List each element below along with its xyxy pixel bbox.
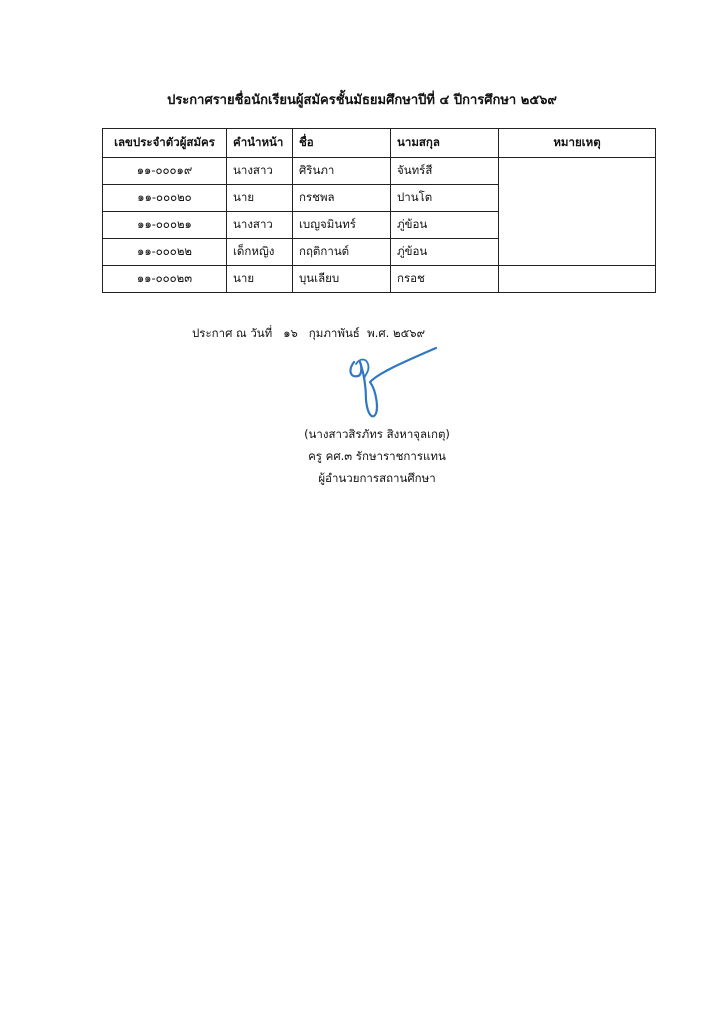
last-name-cell: ภู่ข้อน [391,239,499,266]
applicant-id-cell: ๑๑-๐๐๐๒๒ [103,239,227,266]
last-name-cell: ภู่ข้อน [391,212,499,239]
applicant-id-cell: ๑๑-๐๐๐๑๙ [103,158,227,185]
applicant-id-cell: ๑๑-๐๐๐๒๐ [103,185,227,212]
prefix-cell: นาย [227,185,293,212]
remark-cell [499,158,656,266]
first-name-cell: บุนเลียบ [293,266,391,293]
header-prefix: คำนำหน้า [227,129,293,158]
header-remark: หมายเหตุ [499,129,656,158]
signature-mark [336,344,448,422]
prefix-cell: นาย [227,266,293,293]
first-name-cell: กฤติกานต์ [293,239,391,266]
applicant-id-cell: ๑๑-๐๐๐๒๓ [103,266,227,293]
first-name-cell: กรชพล [293,185,391,212]
header-first-name: ชื่อ [293,129,391,158]
document-title: ประกาศรายชื่อนักเรียนผู้สมัครชั้นมัธยมศึกษาปีที่ ๔ ปีการศึกษา ๒๕๖๙ [167,93,557,108]
signatory-name: (นางสาวสิรภัทร สิงหาจุลเกตุ) [304,427,450,441]
first-name-cell: ศิรินภา [293,158,391,185]
table-row [103,266,656,293]
announcement-date: ประกาศ ณ วันที่ ๑๖ กุมภาพันธ์ พ.ศ. ๒๕๖๙ [192,326,425,340]
first-name-cell: เบญจมินทร์ [293,212,391,239]
remark-cell [499,266,656,293]
signatory-position: ครู คศ.๓ รักษาราชการแทน [308,449,446,463]
last-name-cell: กรอช [391,266,499,293]
applicant-id-cell: ๑๑-๐๐๐๒๑ [103,212,227,239]
signatory-title: ผู้อำนวยการสถานศึกษา [318,471,436,485]
prefix-cell: นางสาว [227,212,293,239]
header-applicant-id: เลขประจำตัวผู้สมัคร [103,129,227,158]
signature-stroke [351,348,436,416]
prefix-cell: นางสาว [227,158,293,185]
table-row [103,158,656,185]
applicant-table [102,128,656,293]
prefix-cell: เด็กหญิง [227,239,293,266]
table-header-row [103,129,656,158]
last-name-cell: จันทร์สี [391,158,499,185]
header-last-name: นามสกุล [391,129,499,158]
last-name-cell: ปานโต [391,185,499,212]
